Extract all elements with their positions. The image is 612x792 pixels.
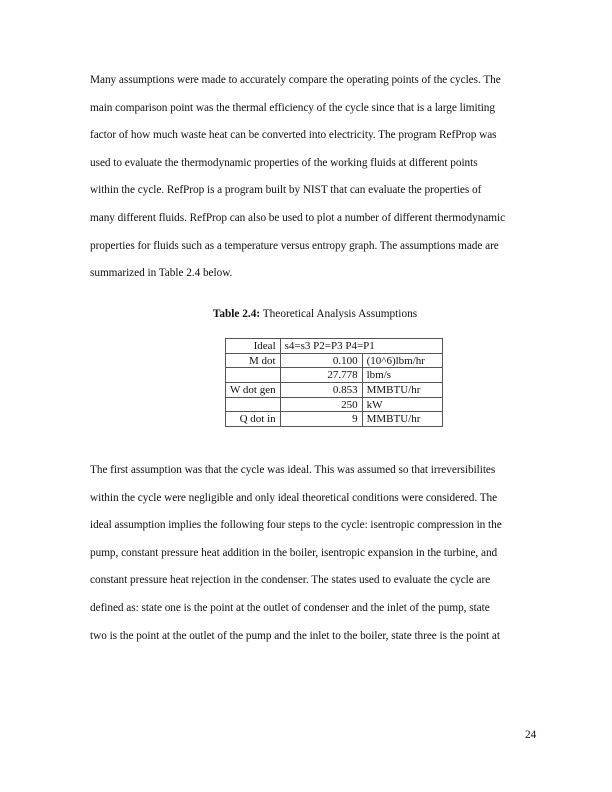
row-value: 0.100 [280, 353, 362, 368]
paragraph-ideal-cycle [90, 463, 540, 656]
text-line: many different fluids. RefProp can also be used to plot a number of different thermodynamic [90, 211, 506, 224]
text-line: The first assumption was that the cycle was ideal. This was assumed so that irreversibilites [90, 464, 496, 476]
text-line: Many assumptions were made to accurately compare the operating points of the cycles. The [90, 74, 501, 86]
assumptions-table [225, 338, 443, 427]
text-line: ideal assumption implies the following four steps to the cycle: isentropic compression in the [90, 519, 502, 532]
text-line: used to evaluate the thermodynamic properties of the working fluids at different points [90, 156, 478, 169]
row-label: Q dot in [226, 412, 281, 427]
text-line: constant pressure heat rejection in the condenser. The states used to evaluate the cycle are [90, 574, 491, 587]
row-value: 27.778 [280, 368, 362, 383]
text-line: within the cycle. RefProp is a program built by NIST that can evaluate the properties of [90, 184, 482, 197]
row-unit: (10^6)lbm/hr [362, 353, 442, 368]
page-number: 24 [525, 729, 537, 741]
text-line: two is the point at the outlet of the pump and the inlet to the boiler, state three is the point at [90, 629, 500, 642]
table-caption-label: Table 2.4: [212, 308, 261, 320]
row-unit: lbm/s [362, 368, 442, 383]
table-caption-text: Theoretical Analysis Assumptions [260, 308, 418, 320]
row-value: 9 [280, 412, 362, 427]
row-label: W dot gen [226, 383, 281, 398]
row-value: 250 [280, 397, 362, 412]
text-line: factor of how much waste heat can be converted into electricity. The program RefProp was [90, 129, 497, 142]
row-unit: MMBTU/hr [362, 383, 442, 398]
row-label: M dot [226, 353, 281, 368]
table-row [226, 353, 443, 368]
text-line: main comparison point was the thermal efficiency of the cycle since that is a large limiting [90, 101, 495, 114]
text-line: pump, constant pressure heat addition in the boiler, isentropic expansion in the turbine, and [90, 546, 498, 559]
paragraph-assumptions-intro [90, 73, 540, 294]
text-line: defined as: state one is the point at the outlet of condenser and the inlet of the pump, state [90, 601, 490, 614]
row-unit: MMBTU/hr [362, 412, 442, 427]
row-value: 0.853 [280, 383, 362, 398]
text-line: properties for fluids such as a temperature versus entropy graph. The assumptions made are [90, 239, 499, 252]
text-line: summarized in Table 2.4 below. [90, 267, 233, 280]
row-label: Ideal [226, 339, 281, 354]
table-row [226, 383, 443, 398]
table-row [226, 339, 443, 354]
table-caption [0, 307, 612, 321]
row-value: s4=s3 P2=P3 P4=P1 [280, 339, 442, 354]
text-line: within the cycle were negligible and only ideal theoretical conditions were considered. The [90, 491, 498, 504]
table-row [226, 368, 443, 383]
row-unit: kW [362, 397, 442, 412]
table-row [226, 412, 443, 427]
row-label [226, 397, 281, 412]
table-row [226, 397, 443, 412]
row-label [226, 368, 281, 383]
